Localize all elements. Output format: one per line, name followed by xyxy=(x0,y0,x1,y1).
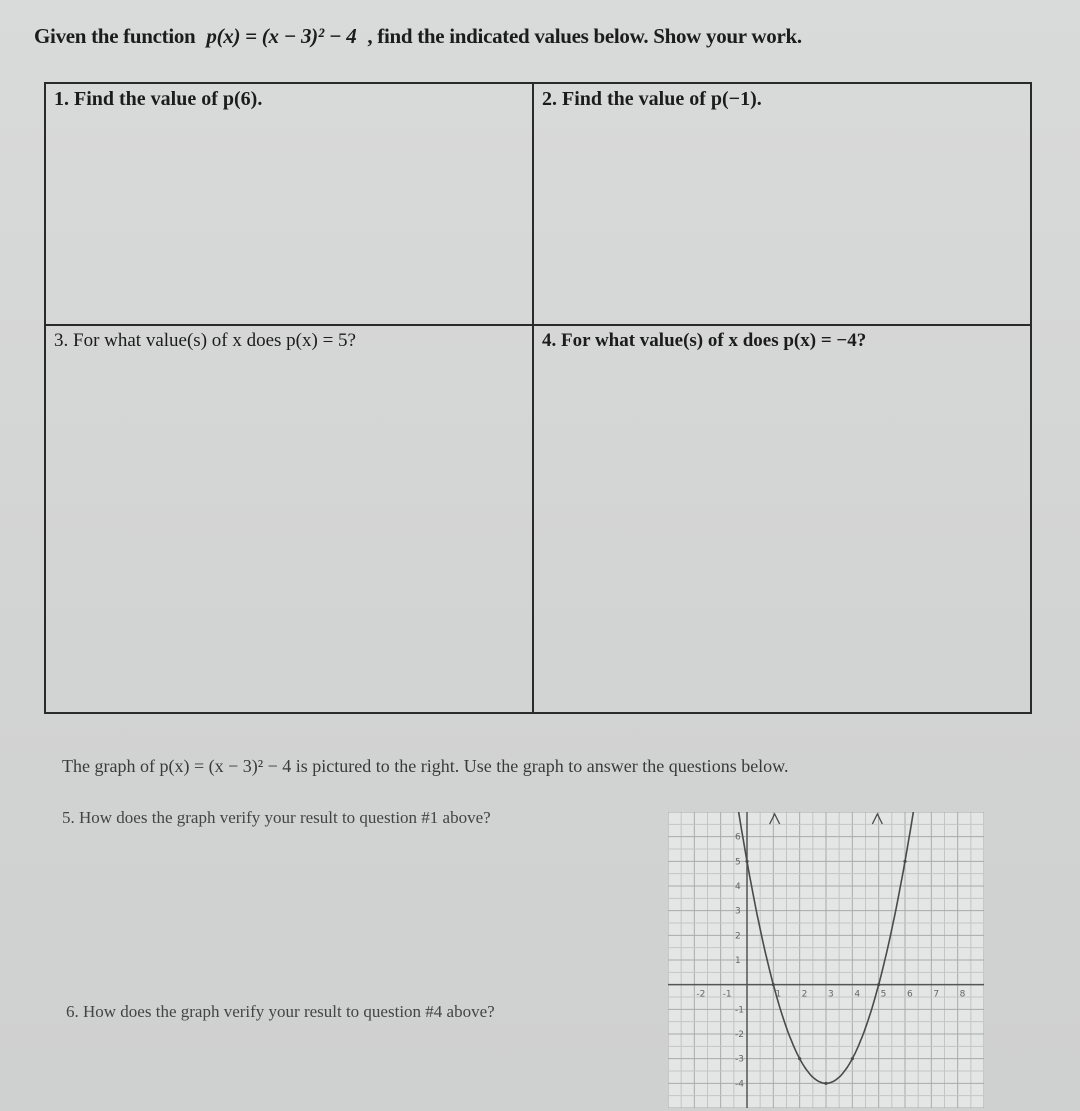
y-tick-label: 1 xyxy=(735,956,741,966)
question-1-box[interactable] xyxy=(46,84,534,326)
arrow-left-icon xyxy=(770,814,780,824)
question-6-label: 6. How does the graph verify your result to question #4 above? xyxy=(66,1002,495,1021)
curve-point xyxy=(851,1057,854,1060)
x-tick-label: 2 xyxy=(801,989,808,1000)
question-1-label: 1. Find the value of p(6). xyxy=(54,88,263,110)
question-grid xyxy=(44,82,1032,714)
x-tick-label: 6 xyxy=(907,989,913,1000)
x-tick-label: -1 xyxy=(722,989,732,1000)
question-4-box[interactable] xyxy=(534,326,1030,712)
x-tick-label: -2 xyxy=(696,989,706,1000)
header-function: p(x) = (x − 3)² − 4 xyxy=(206,24,357,48)
question-3-label: 3. For what value(s) of x does p(x) = 5? xyxy=(54,330,356,351)
question-2-label: 2. Find the value of p(−1). xyxy=(542,88,762,110)
y-tick-label: 4 xyxy=(735,882,741,892)
y-tick-label: 6 xyxy=(735,832,741,843)
question-5-label: 5. How does the graph verify your result to question #1 above? xyxy=(62,808,491,827)
y-tick-label: 3 xyxy=(735,906,741,917)
graph-intro-text: The graph of p(x) = (x − 3)² − 4 is pictured to the right. Use the graph to answer the questions below. xyxy=(62,756,789,776)
worksheet-header xyxy=(34,24,1034,49)
y-tick-label: 5 xyxy=(735,857,741,868)
question-3-box[interactable] xyxy=(46,326,534,712)
header-prefix: Given the function xyxy=(34,24,196,48)
question-2-box[interactable] xyxy=(534,84,1030,326)
x-tick-label: 3 xyxy=(828,989,834,1000)
question-4-label: 4. For what value(s) of x does p(x) = −4? xyxy=(542,330,867,351)
x-tick-label: 5 xyxy=(880,989,887,1000)
curve-point xyxy=(903,860,906,863)
y-tick-label: -1 xyxy=(735,1005,744,1016)
curve-point xyxy=(877,983,880,986)
graph-svg xyxy=(668,812,984,1108)
y-tick-label: -3 xyxy=(735,1054,744,1065)
x-tick-label: 7 xyxy=(933,989,940,1000)
header-suffix: , find the indicated values below. Show your work. xyxy=(367,24,802,48)
parabola-graph xyxy=(668,812,984,1108)
y-tick-label: 2 xyxy=(735,931,741,942)
x-tick-label: 4 xyxy=(854,989,861,1000)
curve-point xyxy=(745,860,748,863)
x-tick-label: 1 xyxy=(775,989,782,1000)
y-tick-label: -2 xyxy=(735,1030,744,1040)
x-tick-label: 8 xyxy=(959,989,966,1000)
y-tick-label: -4 xyxy=(735,1079,744,1090)
curve-point xyxy=(798,1057,801,1060)
arrow-right-icon xyxy=(872,814,882,824)
curve-point xyxy=(824,1082,827,1085)
curve-point xyxy=(772,983,775,986)
